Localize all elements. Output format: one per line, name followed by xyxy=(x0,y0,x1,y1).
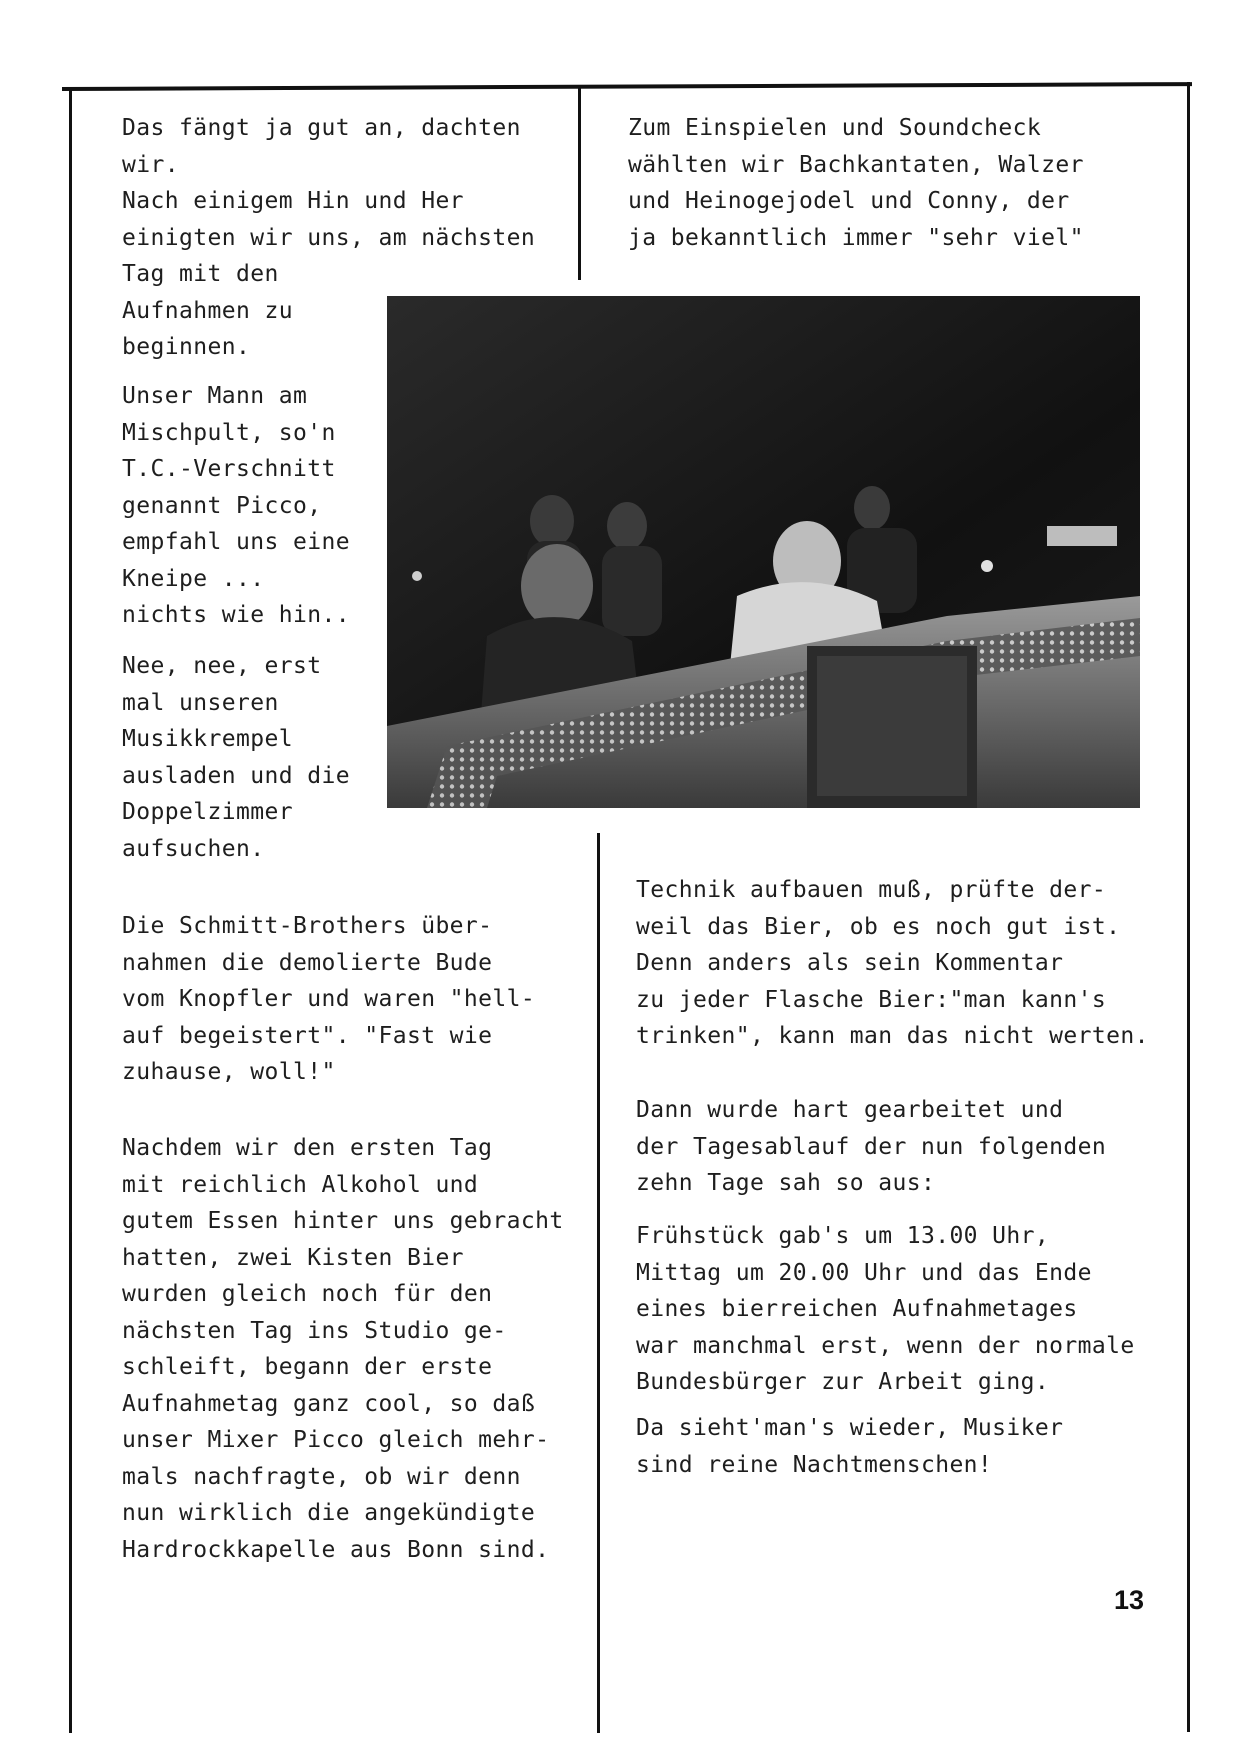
paragraph-bottom-right-4: Da sieht'man's wieder, Musiker sind reine Nachtmenschen! xyxy=(636,1415,1064,1478)
right-frame-rule xyxy=(1187,82,1190,1732)
paragraph-bottom-right-1: Technik aufbauen muß, prüfte der- weil das Bier, ob es noch gut ist. Denn anders als sein Kommentar zu jeder Flasche Bier:"man kann's trinken", kann man das nicht werten. xyxy=(636,877,1149,1049)
paragraph-top-left-3: Nee, nee, erst mal unseren Musikkrempel ausladen und die Doppelzimmer aufsuchen. xyxy=(122,653,350,862)
column-divider-top xyxy=(578,88,581,280)
paragraph-bottom-right-2: Dann wurde hart gearbeitet und der Tagesablauf der nun folgenden zehn Tage sah so aus: xyxy=(636,1097,1107,1196)
paragraph-top-left-2: Unser Mann am Mischpult, so'n T.C.-Verschnitt genannt Picco, empfahl uns eine Kneipe ... nichts wie hin.. xyxy=(122,383,350,628)
paragraph-bottom-left-1: Die Schmitt-Brothers über- nahmen die demolierte Bude vom Knopfler und waren "hell- auf begeistert". "Fast wie zuhause, woll!" xyxy=(122,913,536,1085)
left-frame-rule xyxy=(69,88,72,1733)
page-number: 13 xyxy=(1114,1585,1145,1615)
paragraph-top-right-1: Zum Einspielen und Soundcheck wählten wir Bachkantaten, Walzer und Heinogejodel und Conny, der ja bekanntlich immer "sehr viel" xyxy=(628,115,1084,251)
paragraph-top-left-1: Das fängt ja gut an, dachten wir. Nach einigem Hin und Her einigten wir uns, am nächsten Tag mit den Aufnahmen zu beginnen. xyxy=(122,115,536,360)
column-divider-bottom xyxy=(597,833,600,1733)
studio-photograph xyxy=(387,296,1140,808)
paragraph-bottom-left-2: Nachdem wir den ersten Tag mit reichlich Alkohol und gutem Essen hinter uns gebracht hatten, zwei Kisten Bier wurden gleich noch für den nächsten Tag ins Studio ge- schleift, begann der erste Aufnahmetag ganz cool, so daß unser Mixer Picco gleich mehr- mals nachfragte, ob wir denn nun wirklich die angekündigte Hardrockkapelle aus Bonn sind. xyxy=(122,1135,564,1563)
paragraph-bottom-right-3: Frühstück gab's um 13.00 Uhr, Mittag um 20.00 Uhr und das Ende eines bierreichen Aufnahmetages war manchmal erst, wenn der normale Bundesbürger zur Arbeit ging. xyxy=(636,1223,1135,1395)
top-frame-rule xyxy=(62,82,1192,91)
studio-photograph-image xyxy=(387,296,1140,808)
